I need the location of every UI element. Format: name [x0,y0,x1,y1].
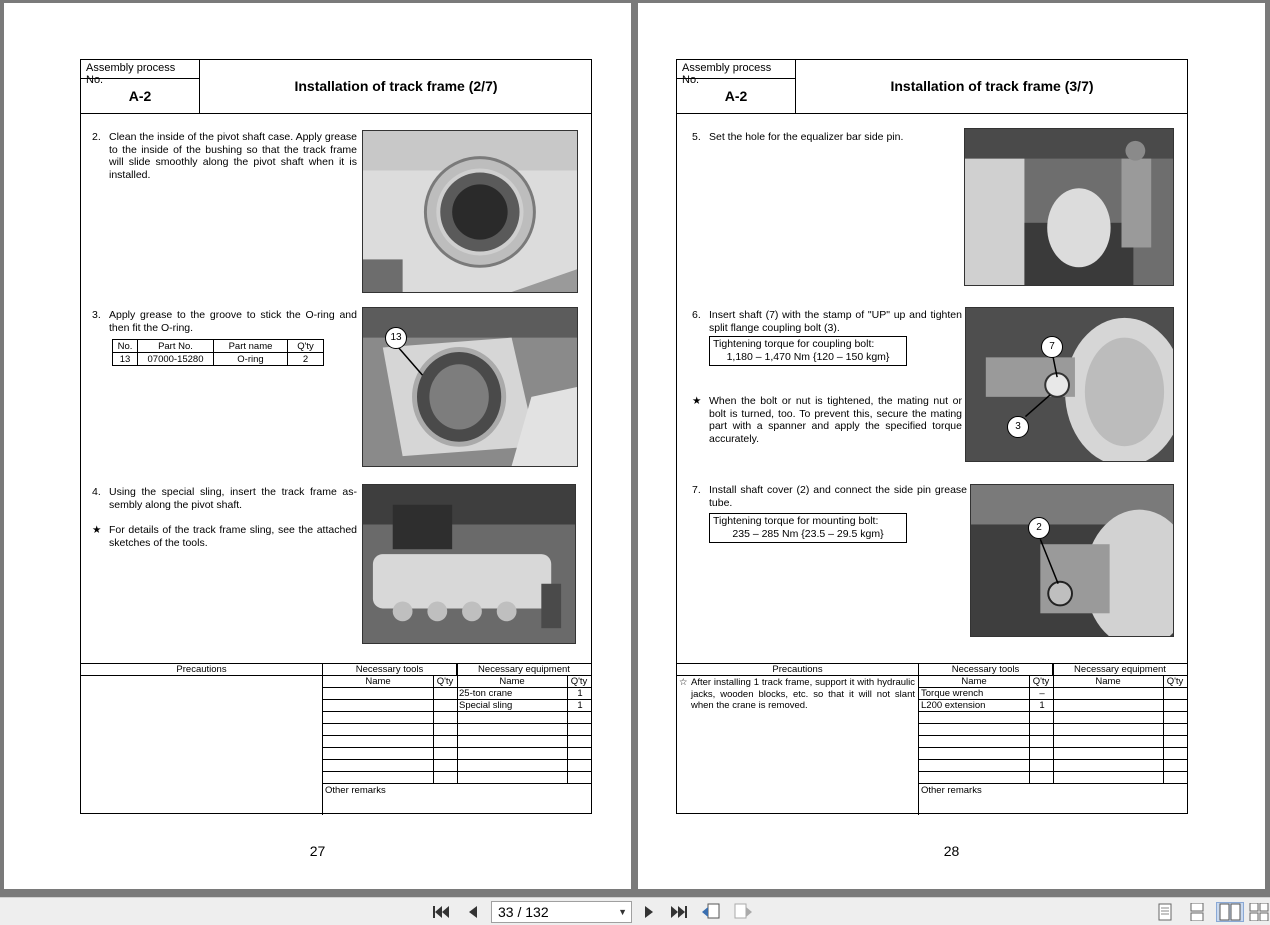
first-page-icon[interactable] [430,902,452,922]
page-frame [676,59,1188,814]
grid-line [919,735,1187,736]
footer-table [81,663,591,814]
cell-no: 13 [113,353,138,366]
next-page-icon[interactable] [638,902,660,922]
col-header-qty: Q'ty [288,340,324,353]
page-indicator: 33 / 132 [498,904,549,920]
callout-13: 13 [385,327,407,349]
precautions-column [81,664,323,815]
step-text: Apply grease to the groove to stick the O-ring and then fit the O-ring. [109,309,357,334]
step-number: 2. [92,131,101,143]
precautions-column [677,664,919,815]
step-number: 6. [692,309,701,321]
page-number-input[interactable] [491,901,632,923]
page-frame [80,59,592,814]
assembly-process-number: A-2 [677,79,796,113]
step-number: 4. [92,486,101,498]
assembly-process-number: A-2 [81,79,200,113]
precautions-text: After installing 1 track frame, support it with hydraulic jacks, wooden blocks, etc. so that it will not slant when the crane is removed. [691,677,915,711]
grid-line [919,771,1187,772]
equipment-name-1: 25-ton crane [459,688,513,699]
photo-shaft-cover [970,484,1174,637]
torque-label: Tightening torque for mounting bolt: [713,515,879,527]
cell-part-name: O-ring [214,353,288,366]
step-text: Set the hole for the equalizer bar side pin. [709,131,904,143]
photo-pivot-shaft-case [362,130,578,293]
tools-qty-header: Q'ty [433,676,457,688]
page-title: Installation of track frame (2/7) [294,78,498,94]
tools-name-header: Name [323,676,433,688]
header-divider [677,113,1187,114]
step-text: Using the special sling, insert the track frame as-sembly along the pivot shaft. [109,486,357,511]
grid-line [323,723,591,724]
step-text: Clean the inside of the pivot shaft case. Apply grease to the inside of the bushing so that the track frame will slide smoothly along the pivot shaft when it is installed. [109,131,357,181]
footer-table [677,663,1187,814]
equipment-qty-header: Q'ty [1163,676,1187,688]
other-remarks: Other remarks [919,783,1187,815]
precautions-header: Precautions [81,664,322,676]
continuous-facing-icon[interactable] [1248,902,1270,922]
tool-name-2: L200 extension [921,700,986,711]
grid-line [323,711,591,712]
step-2 [92,131,357,181]
equipment-qty-2: 1 [577,700,583,711]
equipment-name-header: Name [1053,676,1163,688]
table-row [113,353,324,366]
necessary-tools-header: Necessary tools [323,664,457,676]
step-text: Insert shaft (7) with the stamp of "UP" up and tighten split flange coupling bolt (3). [709,309,962,334]
necessary-equipment-header: Necessary equipment [1053,664,1187,676]
hollow-star-icon: ☆ [679,677,688,688]
page-number: 27 [309,843,326,859]
equipment-name-2: Special sling [459,700,513,711]
facing-icon[interactable] [1216,902,1244,922]
step-7 [692,484,967,509]
precautions-header: Precautions [677,664,918,676]
step-number: 3. [92,309,101,321]
page-title: Installation of track frame (3/7) [890,78,1094,94]
grid-line [433,676,434,783]
grid-line [323,771,591,772]
navigation-toolbar [0,897,1270,925]
tools-name-header: Name [919,676,1029,688]
step-text: Install shaft cover (2) and connect the side pin grease tube. [709,484,967,509]
tools-equipment-grid [323,664,591,815]
precautions-note [679,677,915,712]
photo-track-frame-sling [362,484,576,644]
grid-line [323,759,591,760]
torque-box-coupling-bolt [709,336,907,366]
single-page-icon[interactable] [1154,902,1176,922]
necessary-equipment-header: Necessary equipment [457,664,591,676]
step-3 [92,309,357,334]
torque-value: 1,180 – 1,470 Nm {120 – 150 kgm} [726,351,890,363]
assembly-process-label: Assembly process No. [81,60,200,79]
step-text: For details of the track frame sling, see the attached sketches of the tools. [109,524,357,549]
torque-label: Tightening torque for coupling bolt: [713,338,875,350]
col-header-no: No. [113,340,138,353]
necessary-tools-header: Necessary tools [919,664,1053,676]
equipment-name-header: Name [457,676,567,688]
page-number: 28 [943,843,960,859]
step-5 [692,131,962,144]
grid-line [919,759,1187,760]
cell-part-no: 07000-15280 [138,353,214,366]
photo-shaft-coupling [965,307,1174,462]
step-4 [92,486,357,511]
step-number: 7. [692,484,701,496]
assembly-process-label: Assembly process No. [677,60,796,79]
callout-2: 2 [1028,517,1050,539]
callout-3: 3 [1007,416,1029,438]
torque-value: 235 – 285 Nm {23.5 – 29.5 kgm} [732,528,884,540]
star-icon: ★ [92,524,102,536]
parts-table-header [113,340,324,353]
grid-line [919,747,1187,748]
step-text: When the bolt or nut is tightened, the mating nut or bolt is turned, too. To prevent this, secure the mating part with a spanner and apply the specified torque accurately. [709,395,962,445]
continuous-icon[interactable] [1186,902,1208,922]
prev-page-icon[interactable] [462,902,484,922]
step-note-bolt [692,395,962,445]
grid-line [323,747,591,748]
document-page-left [4,3,631,889]
next-view-icon[interactable] [732,902,754,922]
chevron-down-icon[interactable]: ▼ [618,907,627,917]
grid-line [919,711,1187,712]
star-icon: ★ [692,395,702,407]
document-page-right [638,3,1265,889]
col-header-part-no: Part No. [138,340,214,353]
parts-table [112,339,324,366]
tools-equipment-grid [919,664,1187,815]
step-number: 5. [692,131,701,143]
col-header-part-name: Part name [214,340,288,353]
tools-qty-header: Q'ty [1029,676,1053,688]
equipment-qty-1: 1 [577,688,583,699]
step-note-sling [92,524,357,549]
tool-qty-1: – [1039,688,1045,699]
last-page-icon[interactable] [668,902,690,922]
grid-line [1163,676,1164,783]
header-divider [81,113,591,114]
step-6 [692,309,962,334]
tool-qty-2: 1 [1039,700,1045,711]
tool-name-1: Torque wrench [921,688,984,699]
photo-equalizer-bar [964,128,1174,286]
other-remarks: Other remarks [323,783,591,815]
grid-line [323,735,591,736]
prev-view-icon[interactable] [700,902,722,922]
grid-line [919,723,1187,724]
equipment-qty-header: Q'ty [567,676,591,688]
cell-qty: 2 [288,353,324,366]
callout-7: 7 [1041,336,1063,358]
torque-box-mounting-bolt [709,513,907,543]
